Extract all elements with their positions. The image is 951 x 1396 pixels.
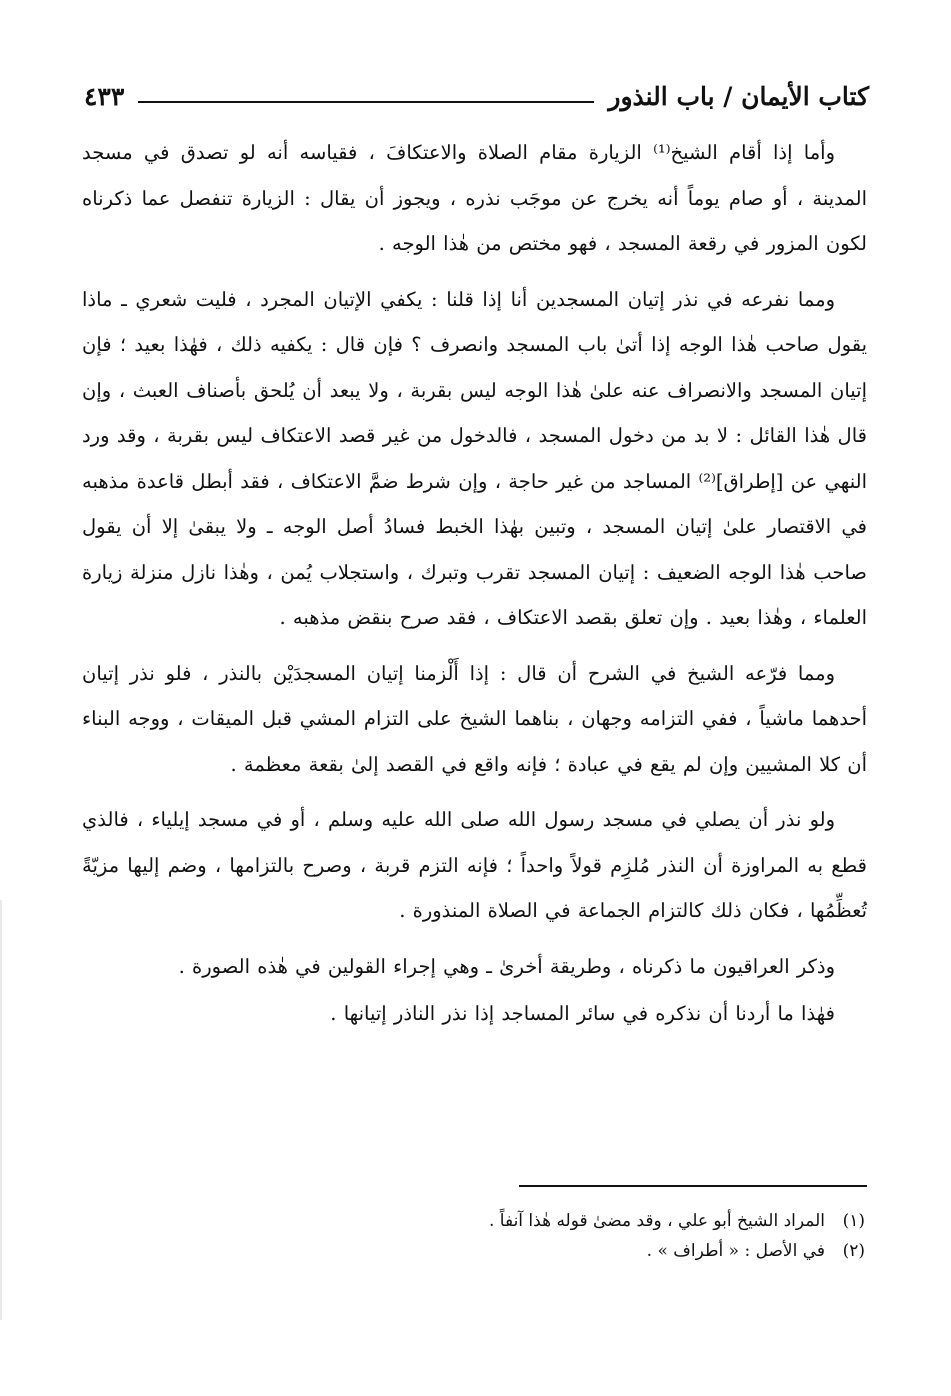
paragraph-6: فهٰذا ما أردنا أن نذكره في سائر المساجد إذا نذر الناذر إتيانها . <box>330 1002 835 1025</box>
paragraph-5: وذكر العراقيون ما ذكرناه ، وطريقة أخرىٰ ـ وهي إجراء القولين في هٰذه الصورة . <box>178 954 835 978</box>
page-number: ٤٣٣ <box>84 81 125 111</box>
footnote-number: (٢) <box>842 1241 865 1261</box>
page-header <box>84 76 869 116</box>
header-rule <box>138 101 594 103</box>
footnotes <box>200 1206 865 1266</box>
paragraph-3: ومما فرّعه الشيخ في الشرح أن قال : إذا أَلْزمنا إتيان المسجدَيْن بالنذر ، فلو نذر إتيان أحدهما ماشياً ، ففي التزامه وجهان ، بناهما الشيخ على التزام المشي قبل الميقات ، ووجه البناء أن كلا المشيين وإن لم يقع في عبادة ؛ فإنه واقع في القصد إلىٰ بقعة معظمة . <box>82 661 867 776</box>
footnote-1 <box>200 1206 865 1236</box>
footnote-text: المراد الشيخ أبو علي ، وقد مضىٰ قوله هٰذا آنفاً . <box>488 1211 825 1231</box>
paragraph-1: وأما إذا أقام الشيخ⁽¹⁾ الزيارة مقام الصلاة والاعتكافَ ، فقياسه أنه لو تصدق في مسجد المدينة ، أو صام يوماً أنه يخرج عن موجَب نذره ، ويجوز أن يقال : الزيارة تنفصل عما ذكرناه لكون المزور في رقعة المسجد ، فهو مختص من هٰذا الوجه . <box>82 141 867 255</box>
paragraph-2: ومما نفرعه في نذر إتيان المسجدين أنا إذا قلنا : يكفي الإتيان المجرد ، فليت شعري ـ ماذا يقول صاحب هٰذا الوجه إذا أتىٰ باب المسجد وانصرف ؟ فإن قال : يكفيه ذلك ، فهٰذا بعيد ؛ فإن إتيان المسجد والانصراف عنه علىٰ هٰذا الوجه ليس بقربة ، ولا يبعد أن يُلحق بأصناف العبث ، وإن قال هٰذا القائل : لا بد من دخول المسجد ، فالدخول من غير قصد الاعتكاف ليس بقربة ، وقد ورد النهي عن [إطراق]⁽²⁾ المساجد من غير حاجة ، وإن شرط ضمَّ الاعتكاف ، فقد أبطل قاعدة مذهبه في الاقتصار علىٰ إتيان المسجد ، وتبين بهٰذا الخبط فسادُ أصل الوجه ـ ولا يبقىٰ إلا أن يقول صاحب هٰذا الوجه الضعيف : إتيان المسجد تقرب وتبرك ، واستجلاب يُمن ، وهٰذا نازل منزلة زيارة العلماء ، وهٰذا بعيد . وإن تعلق بقصد الاعتكاف ، فقد صرح بنقض مذهبه . <box>82 287 867 629</box>
footnote-separator <box>519 1185 867 1187</box>
footnote-text: في الأصل : « أطراف » . <box>646 1241 825 1261</box>
paragraph-4: ولو نذر أن يصلي في مسجد رسول الله صلى الله عليه وسلم ، أو في مسجد إيلياء ، فالذي قطع به المراوزة أن النذر مُلزِم قولاً واحداً ؛ فإنه التزم قربة ، وصرح بالتزامها ، وضم إليها مزيّةً تُعظِّمُها ، فكان ذلك كالتزام الجماعة في الصلاة المنذورة . <box>82 808 867 922</box>
running-title: كتاب الأيمان / باب النذور <box>608 81 869 111</box>
footnote-2 <box>200 1236 865 1266</box>
page-body <box>82 130 867 1047</box>
footnote-number: (١) <box>842 1211 865 1231</box>
scan-edge-line <box>0 900 2 1320</box>
